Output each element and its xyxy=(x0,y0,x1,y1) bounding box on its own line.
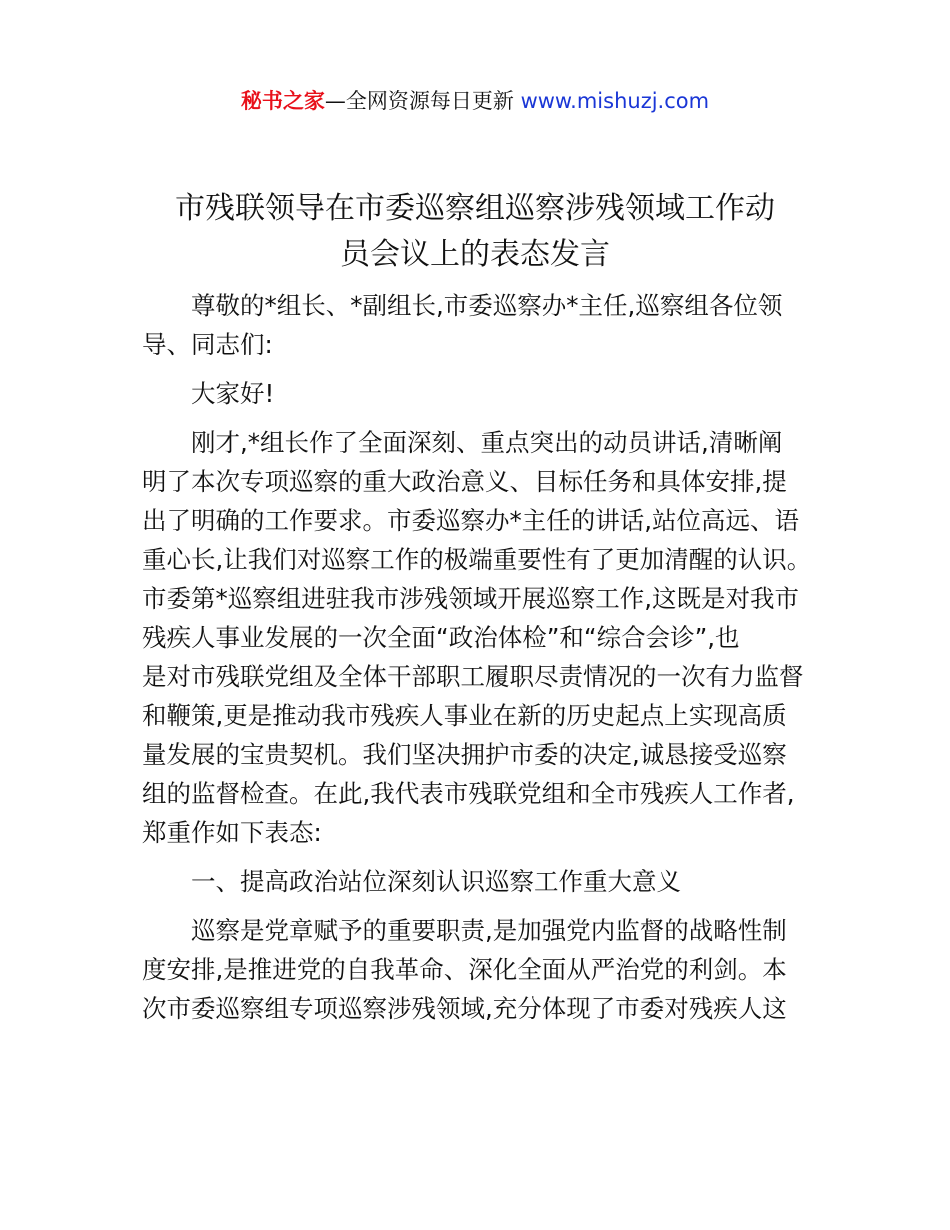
paragraph-greeting xyxy=(142,374,814,413)
text-line: 明了本次专项巡察的重大政治意义、目标任务和具体安排,提 xyxy=(142,467,787,496)
section-heading-1 xyxy=(142,862,814,901)
site-header xyxy=(0,86,950,116)
text-line: 和鞭策,更是推动我市残疾人事业在新的历史起点上实现高质 xyxy=(142,701,787,730)
text-line: 重心长,让我们对巡察工作的极端重要性有了更加清醒的认识。 xyxy=(142,545,812,574)
text-line: 巡察是党章赋予的重要职责,是加强党内监督的战略性制 xyxy=(191,916,787,945)
site-tagline: —全网资源每日更新 xyxy=(324,89,521,113)
text-line: 一、提高政治站位深刻认识巡察工作重大意义 xyxy=(191,867,681,896)
document-body xyxy=(142,286,814,1038)
paragraph-section-1 xyxy=(142,911,814,1028)
site-url-link[interactable]: www.mishuzj.com xyxy=(520,89,710,113)
text-line: 是对市残联党组及全体干部职工履职尽责情况的一次有力监督 xyxy=(142,662,804,691)
paragraph-intro xyxy=(142,423,814,852)
paragraph-salutation xyxy=(142,286,814,364)
text-line: 刚才,*组长作了全面深刻、重点突出的动员讲话,清晰阐 xyxy=(191,428,783,457)
text-line: 量发展的宝贵契机。我们坚决拥护市委的决定,诚恳接受巡察 xyxy=(142,740,787,769)
title-line: 员会议上的表态发言 xyxy=(340,237,610,272)
text-line: 市委第*巡察组进驻我市涉残领域开展巡察工作,这既是对我市 xyxy=(142,584,800,613)
text-line: 残疾人事业发展的一次全面“政治体检”和“综合会诊”,也 xyxy=(142,623,740,652)
text-line: 郑重作如下表态: xyxy=(142,818,322,847)
text-line: 度安排,是推进党的自我革命、深化全面从严治党的利剑。本 xyxy=(142,955,787,984)
text-line: 尊敬的*组长、*副组长,市委巡察办*主任,巡察组各位领 xyxy=(191,291,783,320)
document-title xyxy=(120,186,830,278)
text-line: 次市委巡察组专项巡察涉残领域,充分体现了市委对残疾人这 xyxy=(142,994,787,1023)
title-line: 市残联领导在市委巡察组巡察涉残领域工作动 xyxy=(175,191,775,226)
text-line: 大家好! xyxy=(191,379,275,408)
text-line: 导、同志们: xyxy=(142,330,273,359)
text-line: 组的监督检查。在此,我代表市残联党组和全市残疾人工作者, xyxy=(142,779,795,808)
text-line: 出了明确的工作要求。市委巡察办*主任的讲话,站位高远、语 xyxy=(142,506,800,535)
site-brand: 秘书之家 xyxy=(240,89,325,113)
